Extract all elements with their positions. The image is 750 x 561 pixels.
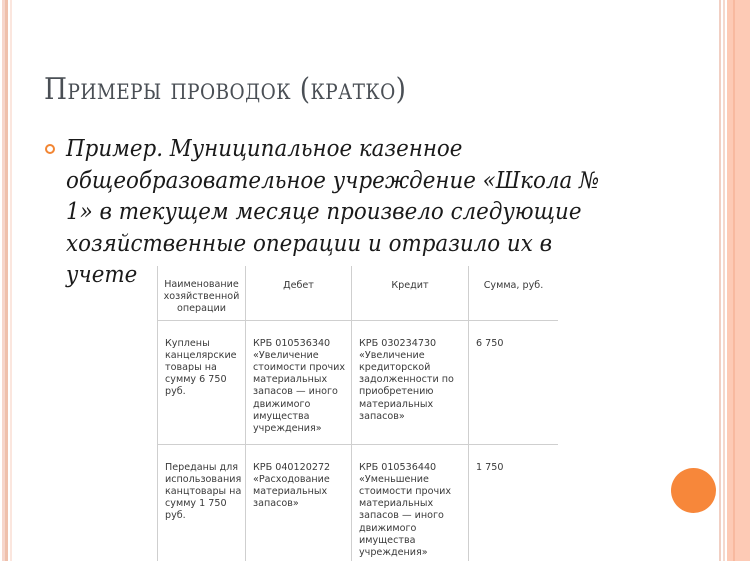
cell-text: канцелярские (165, 349, 237, 361)
cell-text: задолженности по (359, 374, 454, 386)
slide-title: Примеры проводок (кратко) (44, 72, 407, 107)
right-decorative-stripe (733, 0, 735, 561)
right-decorative-stripe (723, 0, 725, 561)
cell-text: запасов» (359, 410, 405, 422)
right-decorative-stripe (719, 0, 721, 561)
orange-circle-decoration (671, 468, 716, 513)
operations-table-image (157, 266, 558, 561)
cell-credit (352, 444, 469, 561)
cell-text: КРБ 030234730 (359, 337, 437, 349)
table-row (158, 320, 559, 444)
cell-text: стоимости прочих (359, 485, 452, 497)
cell-text: 1 750 (476, 461, 504, 473)
cell-text: материальных (253, 485, 328, 497)
cell-text: учреждения» (359, 546, 428, 558)
cell-text: Куплены (165, 337, 210, 349)
header-amount (469, 266, 559, 320)
cell-text: приобретению (359, 386, 434, 398)
operations-table (157, 266, 558, 561)
cell-text: КРБ 010536440 (359, 461, 437, 473)
cell-text: сумму 1 750 (165, 498, 227, 510)
left-decorative-stripe (5, 0, 8, 561)
cell-text: КРБ 010536340 (253, 337, 331, 349)
cell-text: кредиторской (359, 361, 431, 373)
cell-debit (246, 444, 352, 561)
cell-text: сумму 6 750 (165, 374, 227, 386)
left-decorative-stripe (10, 0, 12, 561)
cell-text: материальных (359, 498, 434, 510)
cell-text: «Увеличение (253, 349, 319, 361)
cell-text: материальных (359, 398, 434, 410)
header-text: Кредит (391, 280, 429, 291)
cell-amount (469, 444, 559, 561)
cell-text: канцтовары на (165, 485, 242, 497)
table-row (158, 444, 559, 561)
cell-text: руб. (165, 386, 186, 398)
bullet-line: хозяйственные операции и отразило их в (66, 230, 553, 257)
cell-text: руб. (165, 510, 186, 522)
cell-operation (158, 320, 246, 444)
table-header-row (158, 266, 559, 320)
header-text: Сумма, руб. (483, 280, 544, 291)
cell-text: имущества (359, 534, 416, 546)
cell-text: «Уменьшение (359, 473, 429, 485)
cell-text: запасов» (253, 498, 299, 510)
cell-text: Переданы для (165, 461, 239, 473)
cell-operation (158, 444, 246, 561)
bullet-line: общеобразовательное учреждение «Школа № (66, 167, 600, 194)
cell-text: использования (165, 473, 242, 485)
cell-amount (469, 320, 559, 444)
cell-text: «Расходование (253, 473, 330, 485)
cell-debit (246, 320, 352, 444)
bullet-line: учете (66, 262, 138, 288)
cell-text: движимого (253, 398, 311, 410)
header-text: Наименование (164, 279, 239, 290)
header-text: операции (176, 303, 226, 314)
cell-text: запасов — иного (253, 386, 338, 398)
cell-credit (352, 320, 469, 444)
header-text: хозяйственной (163, 291, 240, 302)
cell-text: стоимости прочих (253, 361, 346, 373)
cell-text: запасов — иного (359, 510, 444, 522)
bullet-line: 1» в текущем месяце произвело следующие (66, 199, 582, 225)
header-operation (158, 266, 246, 320)
cell-text: товары на (165, 361, 217, 373)
cell-text: материальных (253, 374, 328, 386)
cell-text: 6 750 (476, 337, 504, 349)
cell-text: имущества (253, 410, 310, 422)
right-decorative-band (727, 0, 750, 561)
hollow-circle-bullet-icon (45, 144, 55, 154)
header-credit (352, 266, 469, 320)
header-debit (246, 266, 352, 320)
cell-text: КРБ 040120272 (253, 461, 331, 473)
header-text: Дебет (283, 280, 314, 291)
cell-text: учреждения» (253, 422, 322, 434)
cell-text: движимого (359, 522, 417, 534)
bullet-line: Пример. Муниципальное казенное (66, 136, 463, 162)
cell-text: «Увеличение (359, 349, 425, 361)
